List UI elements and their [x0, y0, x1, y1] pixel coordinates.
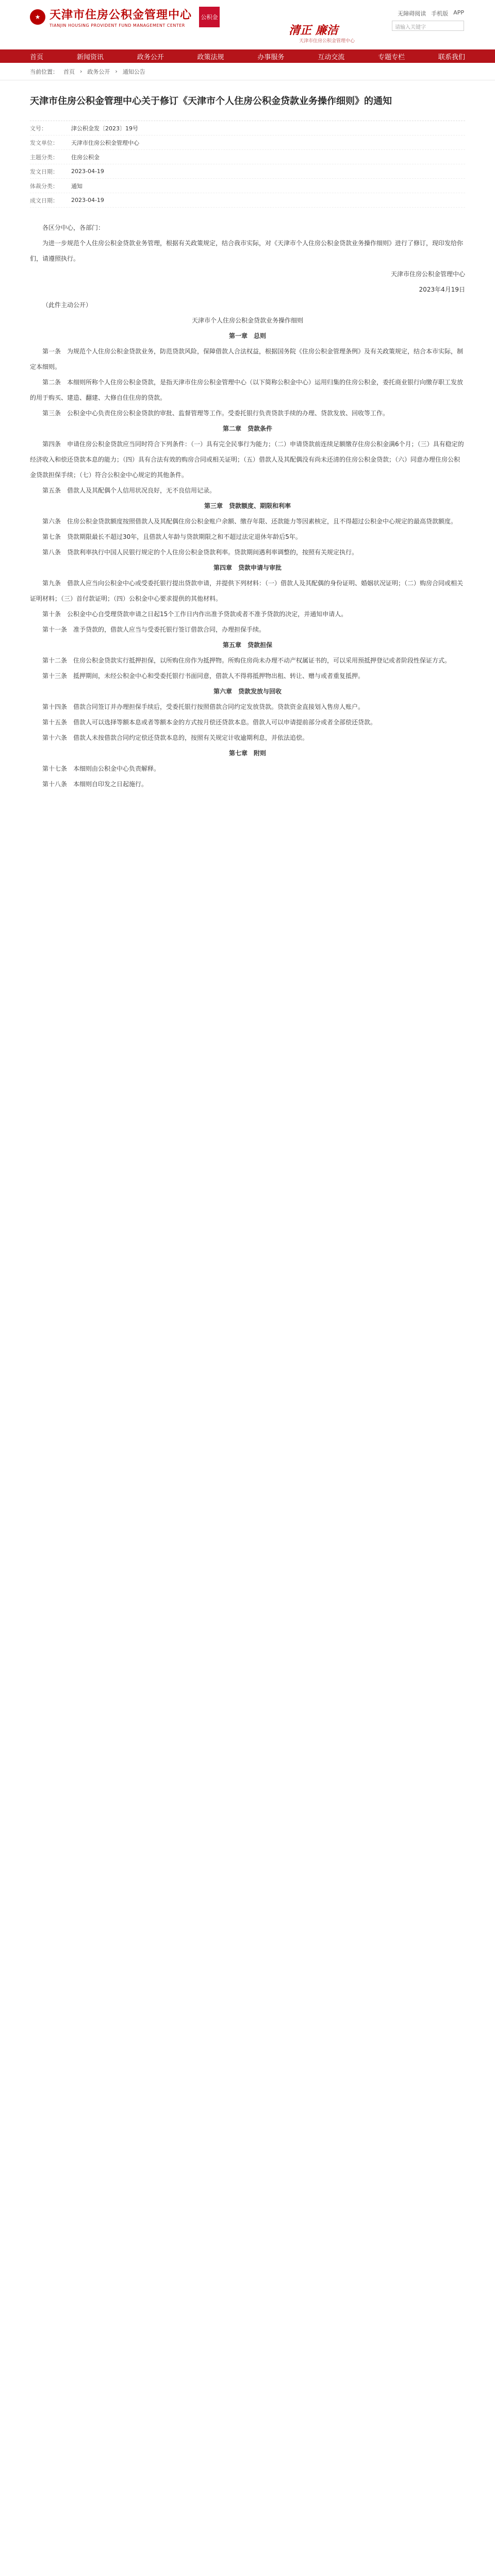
paragraph: 第十四条 借款合同签订并办理担保手续后，受委托银行按照借款合同约定发放贷款。贷款资金直接划入售房人账户。	[42, 703, 365, 710]
meta-label: 文号：	[30, 125, 47, 132]
article-meta	[30, 121, 465, 208]
meta-value: 2023-04-19	[71, 168, 104, 175]
top-link-mobile[interactable]: 手机版	[431, 10, 449, 17]
top-links	[398, 9, 464, 18]
chapter-heading: 第六章 贷款发放与回收	[213, 688, 282, 695]
search-input[interactable]: 请输入关键字	[392, 21, 464, 31]
seal-logo: 公积金	[199, 7, 220, 27]
meta-label: 发文日期：	[30, 168, 58, 175]
meta-value: 2023-04-19	[71, 197, 104, 204]
meta-value: 天津市住房公积金管理中心	[71, 139, 139, 146]
paragraph: 第十条 公积金中心自受理贷款申请之日起15个工作日内作出准予贷款或者不准予贷款的决定，并通知申请人。	[42, 611, 348, 618]
meta-row	[30, 121, 465, 135]
doc-title: 天津市个人住房公积金贷款业务操作细则	[191, 317, 303, 324]
paragraph: 第十六条 借款人未按借款合同约定偿还贷款本息的，按照有关规定计收逾期利息，并依法追偿。	[42, 734, 309, 741]
breadcrumb-sep-icon: ›	[115, 68, 118, 75]
meta-row	[30, 150, 465, 164]
nav-item-gov[interactable]: 政务公开	[137, 53, 164, 61]
chapter-heading: 第三章 贷款额度、期限和利率	[204, 502, 291, 510]
meta-label: 成文日期：	[30, 197, 58, 204]
nav-item-contact[interactable]: 联系我们	[438, 53, 465, 61]
breadcrumb-label: 当前位置：	[30, 68, 58, 75]
article-body	[30, 220, 465, 792]
main-nav	[0, 49, 495, 63]
slogan-sub: 天津市住房公积金管理中心	[299, 39, 355, 44]
paragraph: 第一条 为规范个人住房公积金贷款业务，防范贷款风险，保障借款人合法权益，根据国务院《住房公积金管理条例》及有关政策规定，结合本市实际，制定本细则。	[30, 348, 464, 370]
chapter-heading: 第四章 贷款申请与审批	[213, 564, 282, 571]
paragraph: 第十七条 本细则由公积金中心负责解释。	[42, 765, 160, 772]
paragraph: 第十一条 准予贷款的，借款人应当与受委托银行签订借款合同，办理担保手续。	[42, 626, 266, 633]
meta-row	[30, 193, 465, 208]
breadcrumb-home[interactable]: 首页	[63, 68, 75, 75]
paragraph: 第四条 申请住房公积金贷款应当同时符合下列条件：（一）具有完全民事行为能力；（二）申请贷款前连续足额缴存住房公积金满6个月；（三）具有稳定的经济收入和偿还贷款本息的能力；（四）具有合法有效的购房合同或相关证明；（五）借款人及其配偶没有尚未还清的住房公积金贷款；（六）同意办理住房公积金贷款担保手续；（七）符合公积金中心规定的其他条件。	[30, 440, 464, 479]
site-name-en: TIANJIN HOUSING PROVIDENT FUND MANAGEMENT CENTER	[50, 23, 185, 28]
breadcrumb	[0, 63, 495, 80]
nav-item-special[interactable]: 专题专栏	[378, 53, 405, 61]
paragraph: （此件主动公开）	[42, 301, 92, 309]
site-logo[interactable]	[30, 6, 220, 28]
paragraph: 第三条 公积金中心负责住房公积金贷款的审批、监督管理等工作。受委托银行负责贷款手续的办理、贷款发放、回收等工作。	[42, 410, 389, 417]
top-link-accessibility[interactable]: 无障碍阅读	[398, 10, 426, 17]
meta-row	[30, 135, 465, 150]
paragraph: 第十三条 抵押期间，未经公积金中心和受委托银行书面同意，借款人不得将抵押物出租、转让、赠与或者重复抵押。	[42, 672, 365, 680]
paragraph: 第十五条 借款人可以选择等额本息或者等额本金的方式按月偿还贷款本息。借款人可以申请提前部分或者全部偿还贷款。	[42, 719, 377, 726]
site-name: 天津市住房公积金管理中心	[50, 8, 192, 22]
nav-item-news[interactable]: 新闻资讯	[76, 53, 104, 61]
nav-item-service[interactable]: 办事服务	[257, 53, 285, 61]
paragraph: 天津市住房公积金管理中心	[390, 270, 465, 278]
meta-value: 津公积金发〔2023〕19号	[71, 125, 138, 132]
paragraph: 第八条 贷款利率执行中国人民银行规定的个人住房公积金贷款利率。贷款期间遇利率调整的，按照有关规定执行。	[42, 549, 358, 556]
paragraph: 第五条 借款人及其配偶个人信用状况良好，无不良信用记录。	[42, 487, 216, 494]
paragraph: 第七条 贷款期限最长不超过30年，且借款人年龄与贷款期限之和不超过法定退休年龄后5年。	[42, 533, 302, 540]
article	[0, 80, 495, 792]
emblem-icon: ★	[30, 9, 45, 25]
paragraph: 为进一步规范个人住房公积金贷款业务管理，根据有关政策规定，结合我市实际，对《天津市个人住房公积金贷款业务操作细则》进行了修订，现印发给你们，请遵照执行。	[30, 240, 464, 262]
breadcrumb-gov[interactable]: 政务公开	[87, 68, 110, 75]
paragraph: 第六条 住房公积金贷款额度按照借款人及其配偶住房公积金账户余额、缴存年限、还款能力等因素核定，且不得超过公积金中心规定的最高贷款额度。	[42, 518, 457, 525]
meta-row	[30, 179, 465, 193]
paragraph: 第十二条 住房公积金贷款实行抵押担保，以所购住房作为抵押物。所购住房尚未办理不动产权属证书的，可以采用预抵押登记或者阶段性保证方式。	[42, 657, 451, 664]
meta-row	[30, 164, 465, 179]
paragraph: 第十八条 本细则自印发之日起施行。	[42, 781, 148, 788]
paragraph: 第二条 本细则所称个人住房公积金贷款，是指天津市住房公积金管理中心（以下简称公积金中心）运用归集的住房公积金，委托商业银行向缴存职工发放的用于购买、建造、翻建、大修自住住房的贷款。	[30, 379, 464, 401]
breadcrumb-sep-icon: ›	[80, 68, 82, 75]
meta-label: 发文单位：	[30, 139, 58, 146]
top-link-app[interactable]: APP	[453, 9, 464, 16]
chapter-heading: 第一章 总则	[228, 332, 266, 340]
chapter-heading: 第七章 附则	[228, 750, 266, 757]
paragraph: 第九条 借款人应当向公积金中心或受委托银行提出贷款申请，并提供下列材料：（一）借款人及其配偶的身份证明、婚姻状况证明；（二）购房合同或相关证明材料；（三）首付款证明；（四）公积金中心要求提供的其他材料。	[30, 580, 464, 602]
nav-item-policy[interactable]: 政策法规	[197, 53, 224, 61]
chapter-heading: 第二章 贷款条件	[222, 425, 272, 432]
meta-value: 通知	[71, 182, 82, 190]
site-header	[0, 0, 495, 49]
breadcrumb-current[interactable]: 通知公告	[122, 68, 145, 75]
paragraph: 各区分中心，各部门：	[42, 224, 105, 231]
chapter-heading: 第五章 贷款担保	[222, 641, 272, 649]
slogan: 清正 廉洁	[289, 24, 338, 37]
paragraph: 2023年4月19日	[419, 286, 465, 293]
meta-label: 主题分类：	[30, 154, 58, 161]
nav-item-home[interactable]: 首页	[30, 53, 44, 61]
page-title: 天津市住房公积金管理中心关于修订《天津市个人住房公积金贷款业务操作细则》的通知	[30, 96, 392, 107]
nav-item-interact[interactable]: 互动交流	[318, 53, 345, 61]
meta-value: 住房公积金	[71, 154, 100, 161]
meta-label: 体裁分类：	[30, 182, 58, 190]
